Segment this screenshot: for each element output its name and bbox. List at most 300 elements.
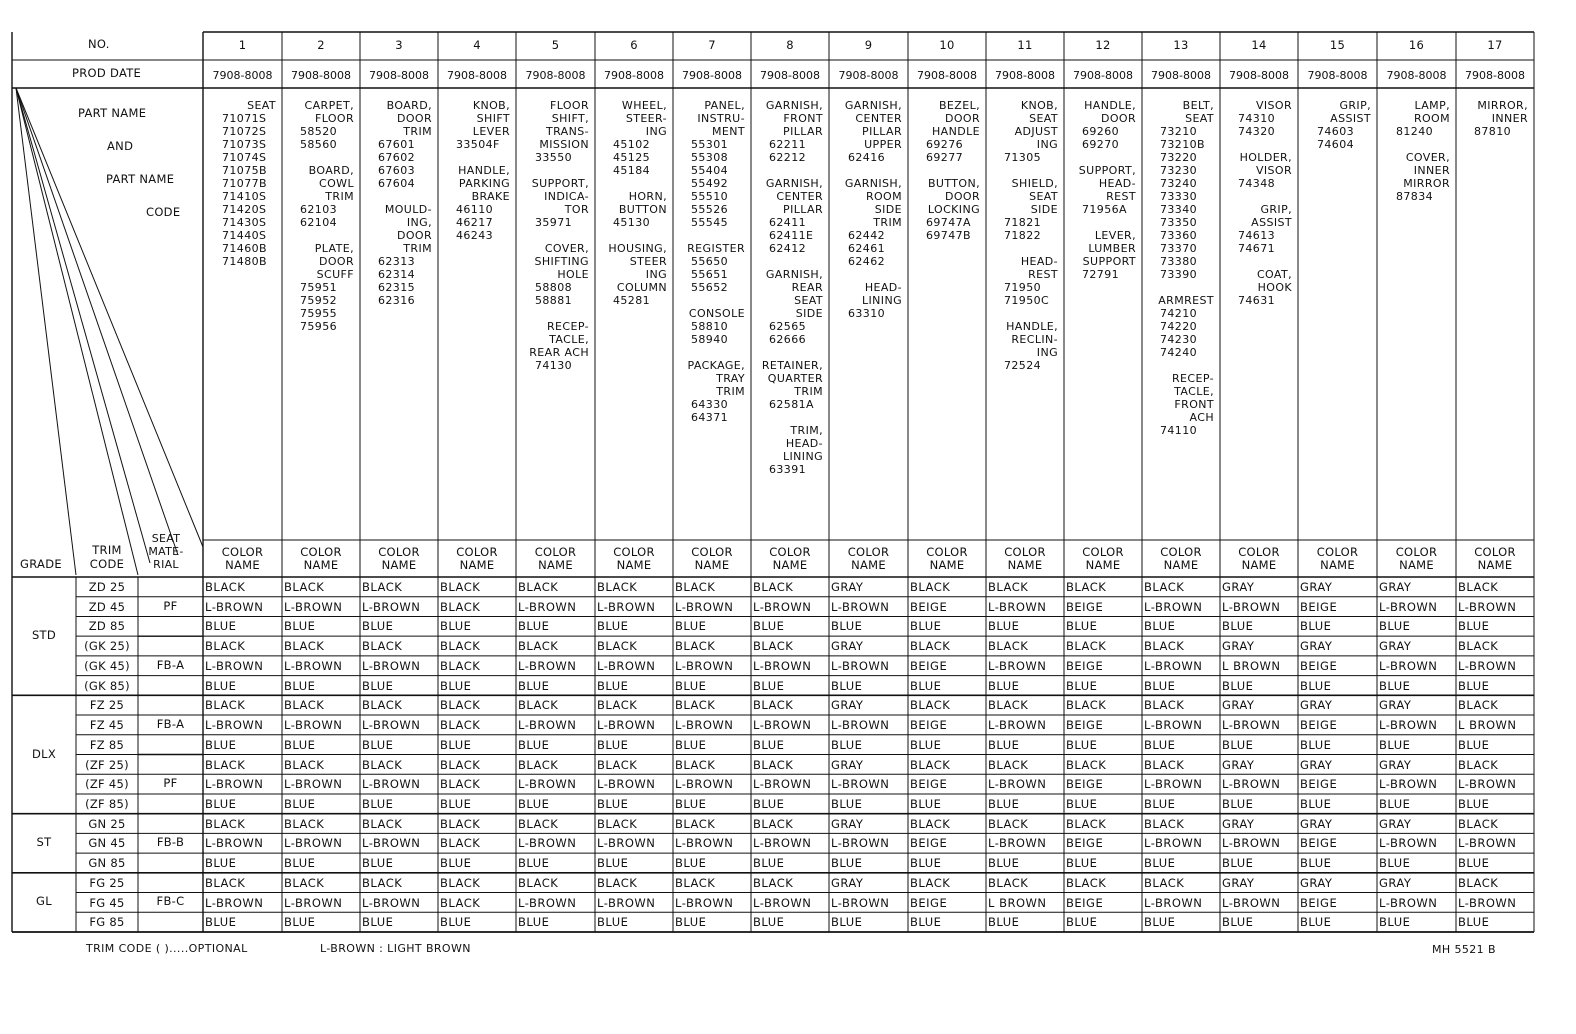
color-cell: L-BROWN xyxy=(205,777,264,792)
color-cell: L-BROWN xyxy=(284,836,343,851)
color-cell: BLACK xyxy=(284,875,325,890)
color-cell: BLUE xyxy=(1300,678,1332,693)
color-cell: GRAY xyxy=(1300,698,1333,713)
trim-code: (GK 45) xyxy=(84,658,130,673)
seat-material: PF xyxy=(163,776,178,791)
part-code: 62461 xyxy=(848,242,885,255)
color-cell: BLUE xyxy=(753,619,785,634)
part-name-text: COVER, xyxy=(544,242,589,255)
color-cell: BLUE xyxy=(1144,619,1176,634)
part-code: 55526 xyxy=(691,203,728,216)
color-cell: BLUE xyxy=(988,678,1020,693)
color-cell: L-BROWN xyxy=(675,836,734,851)
color-cell: L-BROWN xyxy=(753,895,812,910)
part-name-text: ING xyxy=(645,268,667,281)
part-name-text: CENTER xyxy=(855,112,902,125)
part-code: 71075B xyxy=(222,164,267,177)
color-cell: BLUE xyxy=(284,737,316,752)
color-cell: BLUE xyxy=(675,619,707,634)
color-cell: L-BROWN xyxy=(753,836,812,851)
color-cell: BLACK xyxy=(988,698,1029,713)
part-code: 74631 xyxy=(1238,294,1275,307)
color-cell: BLACK xyxy=(284,580,325,594)
trim-code: ZD 45 xyxy=(88,599,126,614)
color-cell: GRAY xyxy=(1222,816,1255,831)
color-cell: BLUE xyxy=(1144,678,1176,693)
part-name-text: PANEL, xyxy=(704,99,745,112)
trim-code: FZ 25 xyxy=(89,698,125,713)
part-code: 45102 xyxy=(613,138,650,151)
part-name-text: SHIFTING xyxy=(534,255,589,268)
part-code: 62211 xyxy=(769,138,806,151)
color-cell: BLACK xyxy=(1458,639,1499,654)
part-code: 71430S xyxy=(222,216,267,229)
color-cell: BLUE xyxy=(910,856,942,871)
part-name-text: SEAT xyxy=(1029,190,1058,203)
part-name-block xyxy=(1460,99,1528,138)
part-code: 75956 xyxy=(300,320,337,333)
color-cell: BLACK xyxy=(362,757,403,772)
part-name-text: SEAT xyxy=(1029,112,1058,125)
part-code: 62442 xyxy=(848,229,885,242)
part-name-text xyxy=(1068,151,1136,164)
color-cell: L-BROWN xyxy=(362,599,421,614)
color-cell: L-BROWN xyxy=(988,718,1047,733)
part-code: 73390 xyxy=(1160,268,1197,281)
color-name-header: COLOR NAME xyxy=(1160,545,1202,572)
part-name-text: FRONT xyxy=(783,112,823,125)
color-cell: L-BROWN xyxy=(831,599,890,614)
part-name-text: HANDLE xyxy=(932,125,980,138)
seat-material: FB-A xyxy=(156,657,185,672)
part-name-text: MOULD- xyxy=(384,203,432,216)
part-name-text: SHIELD, xyxy=(1011,177,1058,190)
color-cell: BLUE xyxy=(1222,678,1254,693)
color-cell: BLACK xyxy=(1458,816,1499,831)
column-number: 14 xyxy=(1251,38,1267,52)
color-cell: BLUE xyxy=(910,678,942,693)
color-cell: BLACK xyxy=(597,698,638,713)
color-cell: L-BROWN xyxy=(831,777,890,792)
part-code: 74130 xyxy=(535,359,572,372)
part-code: 69747A xyxy=(926,216,971,229)
part-name-text xyxy=(755,255,823,268)
color-cell: BEIGE xyxy=(1066,599,1104,614)
part-code: 33504F xyxy=(456,138,500,151)
color-name-header: COLOR NAME xyxy=(300,545,342,572)
trim-code-optional-note: TRIM CODE ( ).....OPTIONAL xyxy=(86,942,248,955)
column-prod-date: 7908-8008 xyxy=(1151,69,1211,82)
part-name-text: SHIFT, xyxy=(551,112,589,125)
color-cell: L-BROWN xyxy=(1222,777,1281,792)
color-cell: BLUE xyxy=(831,796,863,811)
part-code: 73340 xyxy=(1160,203,1197,216)
document-code: MH 5521 B xyxy=(1432,943,1496,956)
part-name-text: COLUMN xyxy=(616,281,667,294)
color-cell: BLUE xyxy=(1458,856,1490,871)
part-code: 71072S xyxy=(222,125,267,138)
color-cell: BLACK xyxy=(440,698,481,713)
color-cell: BLUE xyxy=(988,619,1020,634)
color-cell: BLACK xyxy=(362,816,403,831)
color-cell: BLUE xyxy=(753,678,785,693)
color-cell: BLACK xyxy=(440,757,481,772)
color-cell: BEIGE xyxy=(1300,718,1338,733)
color-cell: L-BROWN xyxy=(597,777,656,792)
part-code: 73230 xyxy=(1160,164,1197,177)
column-number: 10 xyxy=(939,38,955,52)
column-prod-date: 7908-8008 xyxy=(995,69,1055,82)
color-cell: BLACK xyxy=(1144,580,1185,594)
color-cell: BLACK xyxy=(910,757,951,772)
color-cell: BLUE xyxy=(1066,678,1098,693)
color-cell: BLUE xyxy=(675,856,707,871)
part-code: 74348 xyxy=(1238,177,1275,190)
color-cell: BLACK xyxy=(284,639,325,654)
column-prod-date: 7908-8008 xyxy=(760,69,820,82)
color-cell: L-BROWN xyxy=(1144,895,1203,910)
part-name-text: MISSION xyxy=(539,138,589,151)
part-code: 87810 xyxy=(1474,125,1511,138)
color-cell: BLUE xyxy=(910,619,942,634)
part-name-text: PILLAR xyxy=(783,125,823,138)
part-name-block xyxy=(286,99,354,333)
color-cell: L-BROWN xyxy=(362,836,421,851)
part-name-block xyxy=(520,99,589,372)
part-code: 55308 xyxy=(691,151,728,164)
trim-code: FZ 45 xyxy=(89,718,125,733)
color-cell: BLACK xyxy=(1458,698,1499,713)
color-cell: BLACK xyxy=(675,875,716,890)
column-number: 7 xyxy=(708,38,716,52)
color-cell: L-BROWN xyxy=(1458,658,1517,673)
part-name-text: FRONT xyxy=(1174,398,1214,411)
trim-code: ZD 25 xyxy=(88,580,126,594)
part-code: 55301 xyxy=(691,138,728,151)
color-cell: BLACK xyxy=(440,599,481,614)
color-cell: BLUE xyxy=(1066,856,1098,871)
column-prod-date: 7908-8008 xyxy=(212,69,273,82)
part-name-text: SEAT xyxy=(247,99,276,112)
color-cell: L-BROWN xyxy=(1144,718,1203,733)
part-code: 73370 xyxy=(1160,242,1197,255)
trim-code: (GK 25) xyxy=(84,639,130,654)
part-code: 55651 xyxy=(691,268,728,281)
part-code: 58940 xyxy=(691,333,728,346)
part-name-text: PILLAR xyxy=(783,203,823,216)
part-name-text xyxy=(833,164,902,177)
color-cell: BLACK xyxy=(440,875,481,890)
color-cell: GRAY xyxy=(1222,639,1255,654)
part-code: 73240 xyxy=(1160,177,1197,190)
part-name-text xyxy=(990,164,1058,177)
color-cell: BLACK xyxy=(597,816,638,831)
part-code: 75951 xyxy=(300,281,337,294)
color-name-header: COLOR NAME xyxy=(1316,545,1359,572)
trim-code: GN 85 xyxy=(88,856,126,871)
color-cell: L-BROWN xyxy=(831,658,890,673)
color-cell: BLACK xyxy=(440,639,481,654)
part-name-text: TRIM xyxy=(794,385,823,398)
part-name-text xyxy=(520,307,589,320)
part-name-text: TACLE, xyxy=(1174,385,1214,398)
part-code: 58881 xyxy=(535,294,572,307)
color-cell: BLACK xyxy=(440,658,481,673)
color-cell: BLACK xyxy=(1066,757,1107,772)
part-name-text xyxy=(677,229,745,242)
color-cell: BLUE xyxy=(205,678,237,693)
part-code: 62411 xyxy=(769,216,806,229)
part-name-text xyxy=(1224,138,1292,151)
part-code: 74603 xyxy=(1317,125,1354,138)
trim-code: FG 85 xyxy=(89,915,125,930)
color-cell: BEIGE xyxy=(910,895,948,910)
trim-code: FZ 85 xyxy=(89,737,125,752)
part-name-text: PILLAR xyxy=(862,125,902,138)
part-name-text: GRIP, xyxy=(1339,99,1371,112)
part-name-text: DOOR xyxy=(396,112,432,125)
part-name-text: HOUSING, xyxy=(608,242,667,255)
color-cell: GRAY xyxy=(1379,816,1412,831)
color-cell: BLACK xyxy=(1066,639,1107,654)
color-cell: BLUE xyxy=(284,796,316,811)
color-cell: L-BROWN xyxy=(753,658,812,673)
color-cell: BLUE xyxy=(1300,915,1332,930)
part-name-text: TRIM xyxy=(716,385,745,398)
color-cell: BEIGE xyxy=(1066,895,1104,910)
color-cell: BLUE xyxy=(1379,678,1411,693)
part-code: 62313 xyxy=(378,255,415,268)
part-name-text: GARNISH, xyxy=(844,177,902,190)
part-name-text: TOR xyxy=(564,203,589,216)
color-cell: GRAY xyxy=(831,757,864,772)
color-cell: GRAY xyxy=(1379,580,1412,594)
part-code: 69276 xyxy=(926,138,963,151)
part-code: 69270 xyxy=(1082,138,1119,151)
part-name-text xyxy=(677,346,745,359)
part-name-text: CENTER xyxy=(776,190,823,203)
color-cell: BEIGE xyxy=(1300,895,1338,910)
part-name-text: HEAD- xyxy=(864,281,902,294)
color-cell: BLACK xyxy=(597,580,638,594)
color-cell: L-BROWN xyxy=(831,718,890,733)
color-cell: BEIGE xyxy=(910,777,948,792)
part-code: 73350 xyxy=(1160,216,1197,229)
part-name-text: BELT, xyxy=(1182,99,1214,112)
part-code: 74230 xyxy=(1160,333,1197,346)
color-cell: L-BROWN xyxy=(988,599,1047,614)
color-cell: BLUE xyxy=(910,796,942,811)
color-cell: L-BROWN xyxy=(1379,777,1438,792)
color-cell: BLUE xyxy=(597,737,629,752)
part-code: 69747B xyxy=(926,229,971,242)
part-code: 74110 xyxy=(1160,424,1197,437)
part-name-text: VISOR xyxy=(1255,99,1292,112)
seat-material: FB-A xyxy=(156,716,185,731)
color-cell: BEIGE xyxy=(910,718,948,733)
part-code: 62104 xyxy=(300,216,337,229)
part-name-text: QUARTER xyxy=(767,372,823,385)
color-name-header: COLOR NAME xyxy=(1238,545,1280,572)
color-cell: GRAY xyxy=(1222,757,1255,772)
color-cell: BLACK xyxy=(675,698,716,713)
part-code: 71410S xyxy=(222,190,267,203)
color-cell: L-BROWN xyxy=(753,599,812,614)
part-name-text: KNOB, xyxy=(472,99,510,112)
part-name-text: ASSIST xyxy=(1330,112,1371,125)
part-name-text: HEAD- xyxy=(785,437,823,450)
color-cell: GRAY xyxy=(1300,639,1333,654)
part-name-text: BEZEL, xyxy=(938,99,980,112)
color-name-header: COLOR NAME xyxy=(691,545,733,572)
part-name-text: LEVER xyxy=(472,125,510,138)
part-code: 67603 xyxy=(378,164,415,177)
part-code: 62581A xyxy=(769,398,814,411)
color-cell: BLUE xyxy=(1379,737,1411,752)
part-name-text: LINING xyxy=(783,450,823,463)
column-number: 4 xyxy=(473,38,481,52)
color-cell: L-BROWN xyxy=(518,599,577,614)
part-code: 71440S xyxy=(222,229,267,242)
part-code: 62565 xyxy=(769,320,806,333)
color-cell: BLUE xyxy=(1222,737,1254,752)
part-name-text: INDICA- xyxy=(544,190,589,203)
part-name-text: ING xyxy=(645,125,667,138)
part-name-text: TRIM xyxy=(325,190,354,203)
color-cell: BLACK xyxy=(753,816,794,831)
color-cell: L-BROWN xyxy=(988,658,1047,673)
part-name-text: HEAD- xyxy=(1098,177,1136,190)
color-cell: BLACK xyxy=(440,718,481,733)
part-name-text: HOOK xyxy=(1257,281,1292,294)
color-cell: BLACK xyxy=(284,816,325,831)
color-cell: BLUE xyxy=(1222,856,1254,871)
part-code: 71460B xyxy=(222,242,267,255)
part-code: 62314 xyxy=(378,268,415,281)
part-code: 58520 xyxy=(300,125,337,138)
color-name-header: COLOR NAME xyxy=(1004,545,1046,572)
part-code: 35971 xyxy=(535,216,572,229)
column-prod-date: 7908-8008 xyxy=(917,69,977,82)
color-cell: L-BROWN xyxy=(1458,777,1517,792)
part-code: 62412 xyxy=(769,242,806,255)
column-prod-date: 7908-8008 xyxy=(1386,69,1447,82)
color-cell: BLUE xyxy=(518,796,550,811)
color-cell: BLUE xyxy=(1300,737,1332,752)
color-cell: BLACK xyxy=(1066,698,1107,713)
color-cell: BLUE xyxy=(1379,619,1411,634)
color-cell: BLACK xyxy=(597,639,638,654)
column-number: 15 xyxy=(1329,38,1346,52)
part-name-text: VISOR xyxy=(1255,164,1292,177)
part-name-text: SHIFT xyxy=(476,112,510,125)
color-cell: L-BROWN xyxy=(675,895,734,910)
color-cell: BLUE xyxy=(440,678,472,693)
color-cell: L-BROWN xyxy=(362,718,421,733)
color-cell: BLUE xyxy=(205,915,237,930)
color-cell: L-BROWN xyxy=(518,777,577,792)
part-name-text: INSTRU- xyxy=(697,112,745,125)
column-number: 8 xyxy=(786,38,794,52)
part-code: 73360 xyxy=(1160,229,1197,242)
color-cell: L-BROWN xyxy=(675,777,734,792)
part-code: 67602 xyxy=(378,151,415,164)
part-code: 67604 xyxy=(378,177,415,190)
color-cell: BLACK xyxy=(753,757,794,772)
part-name-text: PACKAGE, xyxy=(687,359,745,372)
color-cell: BLUE xyxy=(753,737,785,752)
part-code: 58810 xyxy=(691,320,728,333)
color-cell: BLACK xyxy=(205,639,246,654)
part-name-text: ING xyxy=(1036,346,1058,359)
part-code: 71071S xyxy=(222,112,267,125)
color-cell: BLUE xyxy=(1066,915,1098,930)
part-code: 73330 xyxy=(1160,190,1197,203)
trim-code: (GK 85) xyxy=(84,678,130,693)
grade-label: DLX xyxy=(31,746,57,761)
color-cell: L-BROWN xyxy=(205,895,264,910)
color-cell: BLUE xyxy=(1300,796,1332,811)
color-cell: BLACK xyxy=(910,698,951,713)
part-name-block xyxy=(364,99,432,307)
part-code: 71950 xyxy=(1004,281,1041,294)
color-cell: BLACK xyxy=(675,757,716,772)
column-number: 13 xyxy=(1173,38,1189,52)
color-cell: BLUE xyxy=(440,915,472,930)
color-cell: BLUE xyxy=(205,619,237,634)
part-code: 73220 xyxy=(1160,151,1197,164)
color-cell: BLACK xyxy=(284,698,325,713)
part-name-text: REST xyxy=(1028,268,1058,281)
part-name-text xyxy=(990,242,1058,255)
part-name-text: HORN, xyxy=(628,190,667,203)
color-cell: BLUE xyxy=(675,678,707,693)
color-cell: BLACK xyxy=(753,639,794,654)
color-cell: BLACK xyxy=(1066,580,1107,594)
color-cell: L-BROWN xyxy=(205,658,264,673)
part-code: 72791 xyxy=(1082,268,1119,281)
color-cell: BLUE xyxy=(910,737,942,752)
color-cell: L-BROWN xyxy=(597,599,656,614)
part-name-text xyxy=(1146,359,1214,372)
part-name-text: TRIM xyxy=(403,125,432,138)
color-cell: GRAY xyxy=(831,698,864,713)
color-cell: BLACK xyxy=(518,639,559,654)
prod-date-label: PROD DATE xyxy=(72,66,142,80)
part-code: 71077B xyxy=(222,177,267,190)
color-cell: L BROWN xyxy=(1222,658,1281,673)
part-name-text: TRIM xyxy=(873,216,902,229)
color-cell: BLUE xyxy=(1300,856,1332,871)
color-cell: L-BROWN xyxy=(675,658,734,673)
part-code: 71950C xyxy=(1004,294,1050,307)
color-cell: L-BROWN xyxy=(597,895,656,910)
color-cell: L BROWN xyxy=(1458,718,1517,733)
part-code: 55652 xyxy=(691,281,728,294)
part-name-text xyxy=(1224,255,1292,268)
trim-code: (ZF 85) xyxy=(85,796,129,811)
color-cell: BLACK xyxy=(1144,816,1185,831)
color-cell: GRAY xyxy=(1379,757,1412,772)
part-name-block xyxy=(1224,99,1292,307)
color-cell: GRAY xyxy=(1300,580,1333,594)
color-cell: BLUE xyxy=(440,619,472,634)
color-cell: BLUE xyxy=(675,796,707,811)
part-name-text: REST xyxy=(1106,190,1136,203)
part-name-text xyxy=(755,346,823,359)
part-code: 71420S xyxy=(222,203,267,216)
part-code: 73210B xyxy=(1160,138,1205,151)
